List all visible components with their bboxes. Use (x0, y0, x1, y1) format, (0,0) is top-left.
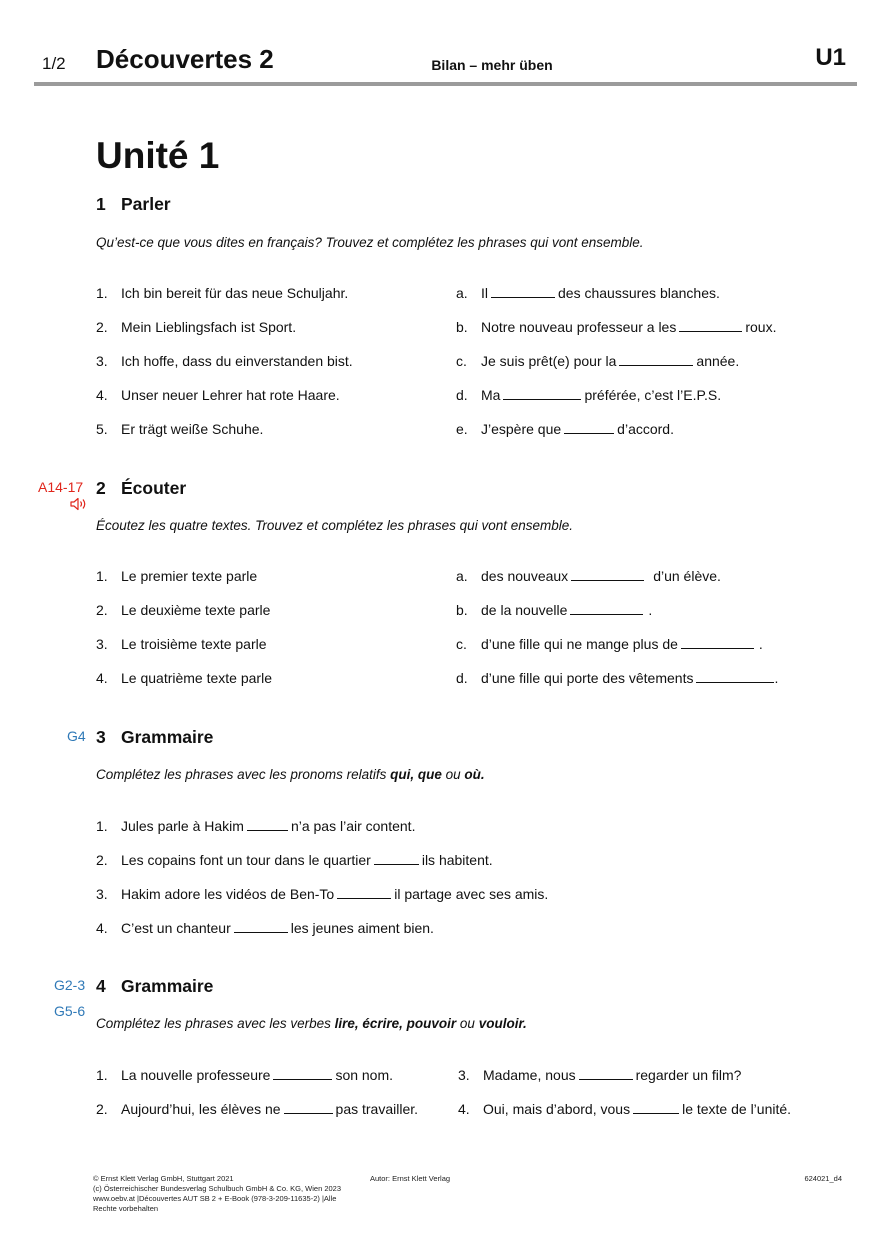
list-item: d. Ma préférée, c’est l’E.P.S. (456, 387, 722, 403)
section-title: Grammaire (121, 727, 214, 747)
list-item: 3. Madame, nous regarder un film? (458, 1067, 742, 1083)
section-3-instruction: Complétez les phrases avec les pronoms relatifs qui, que ou où. (96, 767, 485, 782)
list-item: 3. Le troisième texte parle (96, 636, 267, 652)
fill-blank[interactable] (579, 1067, 633, 1080)
section-2-instruction: Écoutez les quatre textes. Trouvez et complétez les phrases qui vont ensemble. (96, 518, 573, 533)
fill-blank[interactable] (273, 1067, 332, 1080)
list-item: c. d’une fille qui ne mange plus de . (456, 636, 763, 652)
section-1-instruction: Qu’est-ce que vous dites en français? Trouvez et complétez les phrases qui vont ensemble. (96, 235, 644, 250)
fill-blank[interactable] (491, 285, 555, 298)
fill-blank[interactable] (619, 353, 693, 366)
book-title: Découvertes 2 (96, 44, 274, 74)
fill-blank[interactable] (374, 852, 419, 865)
grammar-ref[interactable]: G2-3 (54, 977, 86, 993)
section-number: 4 (96, 976, 106, 996)
fill-blank[interactable] (681, 636, 754, 649)
fill-blank[interactable] (284, 1101, 333, 1114)
section-title: Parler (121, 194, 171, 214)
section-3-heading (96, 727, 213, 748)
fill-blank[interactable] (247, 818, 288, 831)
list-item: 1. Le premier texte parle (96, 568, 258, 584)
list-item: a. des nouveaux d’un élève. (456, 568, 721, 584)
page-number: 1/2 (42, 54, 66, 73)
list-item: 2. Le deuxième texte parle (96, 602, 271, 618)
list-item: 2. Aujourd’hui, les élèves ne pas travailler. (96, 1101, 419, 1117)
list-item: d. d’une fille qui porte des vêtements . (456, 670, 779, 686)
speaker-icon[interactable] (70, 497, 88, 511)
list-item: 4. C’est un chanteur les jeunes aiment bien. (96, 920, 434, 936)
footer-copyright: © Ernst Klett Verlag GmbH, Stuttgart 2021 (c) Österreichischer Bundesverlag Schulbuch GmbH & Co. KG, Wien 2023 www.oebv.at |Découvertes AUT SB 2 + E-Book (978-3-209-11635-2) |Alle Rechte vorbehalten (93, 1174, 342, 1213)
list-item: c. Je suis prêt(e) pour la année. (456, 353, 740, 369)
fill-blank[interactable] (503, 387, 581, 400)
header-rule (34, 82, 857, 86)
audio-track-ref: A14-17 (38, 479, 84, 495)
section-2-heading (96, 478, 186, 499)
footer-author: Autor: Ernst Klett Verlag (370, 1174, 451, 1183)
fill-blank[interactable] (564, 421, 614, 434)
fill-blank[interactable] (633, 1101, 679, 1114)
grammar-ref[interactable]: G5-6 (54, 1003, 86, 1019)
section-4-instruction: Complétez les phrases avec les verbes lire, écrire, pouvoir ou vouloir. (96, 1016, 527, 1031)
list-item: 2. Les copains font un tour dans le quartier ils habitent. (96, 852, 493, 868)
list-item: b. Notre nouveau professeur a les roux. (456, 319, 777, 335)
list-item: 4. Le quatrième texte parle (96, 670, 272, 686)
list-item: 1. Ich bin bereit für das neue Schuljahr. (96, 285, 349, 301)
list-item: 4. Oui, mais d’abord, vous le texte de l’unité. (458, 1101, 792, 1117)
section-number: 1 (96, 194, 106, 214)
section-1-heading (96, 194, 171, 215)
unit-label: U1 (815, 44, 846, 71)
list-item: 1. La nouvelle professeure son nom. (96, 1067, 394, 1083)
footer-code: 624021_d4 (804, 1174, 842, 1183)
fill-blank[interactable] (337, 886, 391, 899)
grammar-ref[interactable]: G4 (67, 728, 86, 744)
fill-blank[interactable] (571, 568, 644, 581)
header-subtitle: Bilan – mehr üben (431, 57, 553, 73)
section-title: Grammaire (121, 976, 214, 996)
list-item: 3. Ich hoffe, dass du einverstanden bist. (96, 353, 353, 369)
list-item: e. J’espère que d’accord. (456, 421, 674, 437)
list-item: 5. Er trägt weiße Schuhe. (96, 421, 264, 437)
fill-blank[interactable] (234, 920, 288, 933)
list-item: a. Il des chaussures blanches. (456, 285, 720, 301)
section-number: 2 (96, 478, 106, 498)
list-item: 3. Hakim adore les vidéos de Ben-To il partage avec ses amis. (96, 886, 549, 902)
section-number: 3 (96, 727, 106, 747)
section-title: Écouter (121, 478, 187, 498)
fill-blank[interactable] (570, 602, 643, 615)
list-item: 4. Unser neuer Lehrer hat rote Haare. (96, 387, 340, 403)
fill-blank[interactable] (696, 670, 774, 683)
list-item: b. de la nouvelle . (456, 602, 653, 618)
page-title: Unité 1 (96, 135, 220, 176)
fill-blank[interactable] (679, 319, 742, 332)
section-4-heading (96, 976, 213, 997)
list-item: 1. Jules parle à Hakim n’a pas l’air content. (96, 818, 416, 834)
list-item: 2. Mein Lieblingsfach ist Sport. (96, 319, 297, 335)
